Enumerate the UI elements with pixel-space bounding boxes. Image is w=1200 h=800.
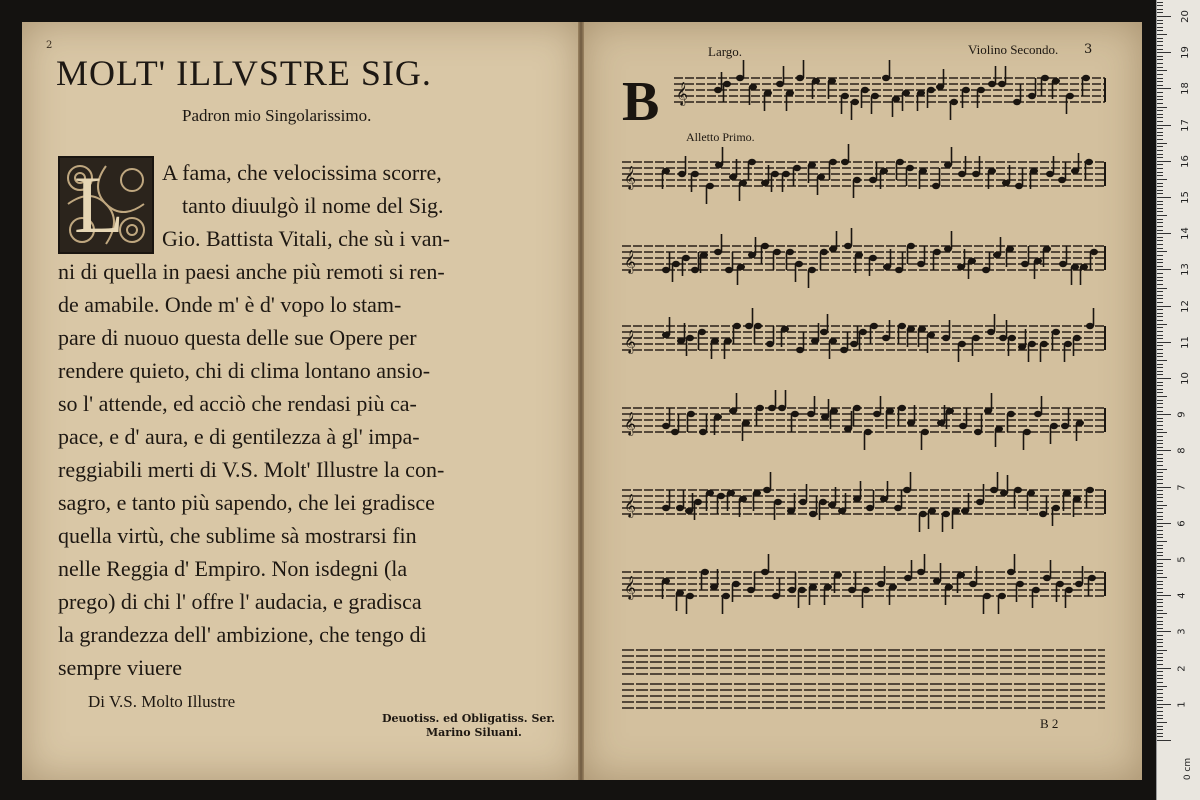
- ruler-number: 7: [1176, 483, 1188, 491]
- ruler-minor-tick: [1157, 78, 1163, 79]
- ruler-minor-tick: [1157, 81, 1163, 82]
- ruler-minor-tick: [1157, 284, 1163, 285]
- ruler-minor-tick: [1157, 248, 1163, 249]
- ruler-minor-tick: [1157, 38, 1163, 39]
- body-line: ni di quella in paesi anche più remoti si ren-: [58, 259, 445, 284]
- ruler-minor-tick: [1157, 505, 1167, 506]
- body-line: pare di nuouo questa delle sue Opere per: [58, 325, 417, 350]
- ruler-minor-tick: [1157, 59, 1163, 60]
- ruler-minor-tick: [1157, 635, 1163, 636]
- ruler-minor-tick: [1157, 9, 1163, 10]
- ruler-minor-tick: [1157, 682, 1163, 683]
- piece-title: Alletto Primo.: [686, 130, 755, 144]
- ruler-minor-tick: [1157, 349, 1163, 350]
- ruler-tick: [1157, 125, 1171, 126]
- ruler-minor-tick: [1157, 697, 1163, 698]
- ruler-minor-tick: [1157, 335, 1163, 336]
- ruler-minor-tick: [1157, 215, 1167, 216]
- ruler-minor-tick: [1157, 461, 1163, 462]
- ruler-minor-tick: [1157, 193, 1163, 194]
- ruler-minor-tick: [1157, 23, 1163, 24]
- ruler-minor-tick: [1157, 584, 1163, 585]
- ruler-minor-tick: [1157, 621, 1163, 622]
- ruler-minor-tick: [1157, 639, 1163, 640]
- ruler-minor-tick: [1157, 356, 1163, 357]
- ruler-minor-tick: [1157, 472, 1163, 473]
- ruler-minor-tick: [1157, 135, 1163, 136]
- ruler-minor-tick: [1157, 211, 1163, 212]
- ruler-tick: [1157, 595, 1171, 596]
- ruler-minor-tick: [1157, 613, 1167, 614]
- ruler-minor-tick: [1157, 570, 1163, 571]
- ruler-minor-tick: [1157, 34, 1167, 35]
- ruler-tick: [1157, 342, 1171, 343]
- ruler-minor-tick: [1157, 606, 1163, 607]
- ruler-minor-tick: [1157, 458, 1163, 459]
- ruler-minor-tick: [1157, 41, 1163, 42]
- ruler-minor-tick: [1157, 476, 1163, 477]
- ruler-minor-tick: [1157, 403, 1163, 404]
- clef-icon: 𝄞: [624, 495, 636, 517]
- ruler-minor-tick: [1157, 736, 1163, 737]
- ruler-minor-tick: [1157, 563, 1163, 564]
- ruler-minor-tick: [1157, 208, 1163, 209]
- clef-icon: 𝄞: [624, 413, 636, 435]
- ruler-minor-tick: [1157, 222, 1163, 223]
- ruler-minor-tick: [1157, 240, 1163, 241]
- ruler-minor-tick: [1157, 49, 1163, 50]
- ruler-minor-tick: [1157, 624, 1163, 625]
- ruler-minor-tick: [1157, 552, 1163, 553]
- ruler-minor-tick: [1157, 157, 1163, 158]
- ruler-minor-tick: [1157, 103, 1163, 104]
- ruler-minor-tick: [1157, 664, 1163, 665]
- ruler-minor-tick: [1157, 143, 1167, 144]
- ruler-minor-tick: [1157, 327, 1163, 328]
- ruler-minor-tick: [1157, 440, 1163, 441]
- ruler-minor-tick: [1157, 154, 1163, 155]
- ruler-tick: [1157, 52, 1171, 53]
- ruler-tick: [1157, 269, 1171, 270]
- ruler-tick: [1157, 740, 1171, 741]
- ruler-minor-tick: [1157, 179, 1167, 180]
- ruler-minor-tick: [1157, 273, 1163, 274]
- ruler-tick: [1157, 233, 1171, 234]
- part-name: Violino Secondo.: [968, 42, 1059, 57]
- clef-icon: 𝄞: [676, 83, 688, 105]
- ruler-minor-tick: [1157, 512, 1163, 513]
- ruler-minor-tick: [1157, 642, 1163, 643]
- ruler-minor-tick: [1157, 718, 1163, 719]
- body-line: la grandezza dell' ambizione, che tengo di: [58, 622, 427, 647]
- ruler-minor-tick: [1157, 469, 1167, 470]
- ruler-minor-tick: [1157, 150, 1163, 151]
- ruler-minor-tick: [1157, 27, 1163, 28]
- ruler-number: 17: [1179, 118, 1191, 132]
- ruler-minor-tick: [1157, 411, 1163, 412]
- ruler-minor-tick: [1157, 711, 1163, 712]
- ruler-minor-tick: [1157, 259, 1163, 260]
- ruler-minor-tick: [1157, 244, 1163, 245]
- ruler-tick: [1157, 414, 1171, 415]
- clef-icon: 𝄞: [624, 167, 636, 189]
- ruler-minor-tick: [1157, 508, 1163, 509]
- ruler-tick: [1157, 668, 1171, 669]
- left-page-number: 2: [46, 40, 53, 51]
- ruler-minor-tick: [1157, 429, 1163, 430]
- ruler-minor-tick: [1157, 443, 1163, 444]
- ruler-minor-tick: [1157, 436, 1163, 437]
- signature-line-2: Marino Siluani.: [426, 726, 522, 739]
- body-line: pace, e d' aura, e di gentilezza à gl' impa-: [58, 424, 420, 449]
- ruler-minor-tick: [1157, 114, 1163, 115]
- ruler-minor-tick: [1157, 660, 1163, 661]
- ruler-minor-tick: [1157, 392, 1163, 393]
- ruler-minor-tick: [1157, 722, 1167, 723]
- ruler-minor-tick: [1157, 2, 1163, 3]
- clef-icon: 𝄞: [624, 331, 636, 353]
- ruler-minor-tick: [1157, 382, 1163, 383]
- body-line: tanto diuulgò il nome del Sig.: [182, 193, 444, 218]
- ruler-number: 16: [1179, 154, 1191, 168]
- body-line: rendere quieto, chi di clima lontano ansio-: [58, 358, 431, 383]
- ruler-minor-tick: [1157, 610, 1163, 611]
- ruler-minor-tick: [1157, 726, 1163, 727]
- ruler-minor-tick: [1157, 479, 1163, 480]
- ruler-tick: [1157, 306, 1171, 307]
- ruler-minor-tick: [1157, 693, 1163, 694]
- ruler-minor-tick: [1157, 367, 1163, 368]
- ruler-minor-tick: [1157, 657, 1163, 658]
- ruler-minor-tick: [1157, 537, 1163, 538]
- ruler-minor-tick: [1157, 20, 1163, 21]
- ruler-minor-tick: [1157, 63, 1163, 64]
- ruler-minor-tick: [1157, 400, 1163, 401]
- ruler-tick: [1157, 559, 1171, 560]
- ruler-number: 15: [1179, 191, 1191, 204]
- ruler-minor-tick: [1157, 56, 1163, 57]
- body-line: A fama, che velocissima scorre,: [162, 160, 442, 185]
- ruler-minor-tick: [1157, 70, 1167, 71]
- ruler-number: 2: [1176, 664, 1188, 672]
- ruler-minor-tick: [1157, 353, 1163, 354]
- dedication-title: MOLT' ILLVSTRE SIG.: [56, 53, 432, 93]
- ruler-minor-tick: [1157, 519, 1163, 520]
- ruler-minor-tick: [1157, 650, 1167, 651]
- ruler-minor-tick: [1157, 302, 1163, 303]
- ruler-minor-tick: [1157, 99, 1163, 100]
- ruler-minor-tick: [1157, 298, 1163, 299]
- ruler-minor-tick: [1157, 628, 1163, 629]
- ruler-minor-tick: [1157, 490, 1163, 491]
- measurement-ruler: [1156, 0, 1200, 800]
- ruler-minor-tick: [1157, 396, 1167, 397]
- ruler-number: 4: [1176, 592, 1188, 599]
- ruler-minor-tick: [1157, 226, 1163, 227]
- body-line: sagro, e tanto più sapendo, che lei gradisce: [58, 490, 435, 515]
- body-line: prego) di chi l' offre l' audacia, e gradisca: [58, 589, 422, 614]
- ruler-minor-tick: [1157, 530, 1163, 531]
- ruler-minor-tick: [1157, 465, 1163, 466]
- right-page-number: 3: [1084, 42, 1093, 57]
- ruler-minor-tick: [1157, 30, 1163, 31]
- ruler-number: 6: [1176, 520, 1188, 527]
- ruler-number: 5: [1176, 556, 1188, 563]
- ruler-minor-tick: [1157, 168, 1163, 169]
- ruler-minor-tick: [1157, 385, 1163, 386]
- ruler-minor-tick: [1157, 230, 1163, 231]
- signature-line-1: Deuotiss. ed Obligatiss. Ser.: [382, 712, 556, 725]
- ruler-minor-tick: [1157, 534, 1163, 535]
- body-line: Gio. Battista Vitali, che sù i van-: [162, 226, 450, 251]
- ruler-minor-tick: [1157, 617, 1163, 618]
- ruler-minor-tick: [1157, 686, 1167, 687]
- ruler-minor-tick: [1157, 291, 1163, 292]
- body-line: sempre viuere: [58, 655, 182, 680]
- ruler-tick: [1157, 378, 1171, 379]
- ruler-minor-tick: [1157, 588, 1163, 589]
- ruler-minor-tick: [1157, 5, 1163, 6]
- ruler-minor-tick: [1157, 128, 1163, 129]
- tempo-marking: Largo.: [708, 44, 743, 59]
- ruler-minor-tick: [1157, 320, 1163, 321]
- ruler-number: 10: [1179, 372, 1191, 385]
- ruler-number: 9: [1176, 411, 1188, 418]
- ruler-minor-tick: [1157, 678, 1163, 679]
- ruler-minor-tick: [1157, 295, 1163, 296]
- ruler-minor-tick: [1157, 324, 1167, 325]
- ruler-minor-tick: [1157, 183, 1163, 184]
- ruler-minor-tick: [1157, 421, 1163, 422]
- ruler-tick: [1157, 631, 1171, 632]
- ruler-minor-tick: [1157, 237, 1163, 238]
- ruler-minor-tick: [1157, 483, 1163, 484]
- ruler-minor-tick: [1157, 146, 1163, 147]
- ruler-number: 11: [1179, 335, 1191, 349]
- ruler-number: 19: [1179, 46, 1191, 60]
- ruler-number: 12: [1179, 299, 1191, 313]
- ruler-number: 18: [1179, 82, 1191, 96]
- ruler-minor-tick: [1157, 541, 1167, 542]
- body-line: reggiabili merti di V.S. Molt' Illustre la con-: [58, 457, 445, 482]
- ruler-minor-tick: [1157, 545, 1163, 546]
- ruler-number: 14: [1179, 227, 1191, 241]
- ruler-minor-tick: [1157, 345, 1163, 346]
- clef-icon: 𝄞: [624, 577, 636, 599]
- dedication-subtitle: Padron mio Singolarissimo.: [182, 106, 372, 125]
- ruler-minor-tick: [1157, 418, 1163, 419]
- ruler-minor-tick: [1157, 707, 1163, 708]
- ruler-minor-tick: [1157, 733, 1163, 734]
- ruler-minor-tick: [1157, 74, 1163, 75]
- ornamental-drop-cap: [58, 156, 154, 254]
- ruler-minor-tick: [1157, 407, 1163, 408]
- ruler-minor-tick: [1157, 67, 1163, 68]
- book-gutter: [578, 22, 584, 780]
- ruler-minor-tick: [1157, 689, 1163, 690]
- ruler-number: 20: [1179, 10, 1191, 23]
- ruler-minor-tick: [1157, 121, 1163, 122]
- ruler-minor-tick: [1157, 277, 1163, 278]
- ruler-minor-tick: [1157, 548, 1163, 549]
- clef-icon: 𝄞: [624, 251, 636, 273]
- ruler-minor-tick: [1157, 172, 1163, 173]
- ruler-minor-tick: [1157, 364, 1163, 365]
- ruler-minor-tick: [1157, 139, 1163, 140]
- ruler-minor-tick: [1157, 389, 1163, 390]
- ruler-minor-tick: [1157, 12, 1163, 13]
- ruler-minor-tick: [1157, 715, 1163, 716]
- ruler-minor-tick: [1157, 85, 1163, 86]
- ruler-minor-tick: [1157, 432, 1167, 433]
- ruler-minor-tick: [1157, 454, 1163, 455]
- ruler-minor-tick: [1157, 316, 1163, 317]
- ruler-minor-tick: [1157, 164, 1163, 165]
- ruler-minor-tick: [1157, 107, 1167, 108]
- body-line: quella virtù, che sublime sà mostrarsi fin: [58, 523, 417, 548]
- ruler-tick: [1157, 704, 1171, 705]
- ruler-minor-tick: [1157, 201, 1163, 202]
- ruler-minor-tick: [1157, 671, 1163, 672]
- ruler-tick: [1157, 88, 1171, 89]
- ruler-minor-tick: [1157, 186, 1163, 187]
- drop-cap-letter: L: [74, 159, 125, 250]
- body-line: so l' attende, ed acciò che rendasi più ca-: [58, 391, 417, 416]
- ruler-minor-tick: [1157, 331, 1163, 332]
- ruler-minor-tick: [1157, 700, 1163, 701]
- ruler-minor-tick: [1157, 577, 1167, 578]
- ruler-minor-tick: [1157, 653, 1163, 654]
- ruler-minor-tick: [1157, 573, 1163, 574]
- ruler-minor-tick: [1157, 729, 1163, 730]
- ruler-minor-tick: [1157, 675, 1163, 676]
- ruler-minor-tick: [1157, 175, 1163, 176]
- ruler-minor-tick: [1157, 338, 1163, 339]
- ruler-minor-tick: [1157, 110, 1163, 111]
- ruler-minor-tick: [1157, 313, 1163, 314]
- ruler-minor-tick: [1157, 45, 1163, 46]
- body-line: nelle Reggia d' Empiro. Non isdegni (la: [58, 556, 408, 581]
- ruler-tick: [1157, 16, 1171, 17]
- ruler-minor-tick: [1157, 262, 1163, 263]
- ruler-minor-tick: [1157, 92, 1163, 93]
- ruler-tick: [1157, 161, 1171, 162]
- ruler-number: 3: [1176, 628, 1188, 636]
- ruler-minor-tick: [1157, 219, 1163, 220]
- music-score: [600, 60, 1120, 710]
- ruler-minor-tick: [1157, 447, 1163, 448]
- ruler-tick: [1157, 523, 1171, 524]
- ruler-minor-tick: [1157, 132, 1163, 133]
- ruler-minor-tick: [1157, 516, 1163, 517]
- ruler-minor-tick: [1157, 280, 1163, 281]
- ruler-tick: [1157, 197, 1171, 198]
- ruler-minor-tick: [1157, 602, 1163, 603]
- ruler-minor-tick: [1157, 526, 1163, 527]
- ruler-number: 13: [1179, 263, 1191, 277]
- signature-mark: B 2: [1040, 716, 1059, 731]
- ruler-minor-tick: [1157, 309, 1163, 310]
- ruler-minor-tick: [1157, 251, 1167, 252]
- ruler-minor-tick: [1157, 266, 1163, 267]
- ruler-minor-tick: [1157, 371, 1163, 372]
- ruler-number: 1: [1176, 701, 1188, 708]
- ruler-minor-tick: [1157, 599, 1163, 600]
- closing-salutation: Di V.S. Molto Illustre: [88, 692, 236, 711]
- ruler-minor-tick: [1157, 255, 1163, 256]
- ruler-minor-tick: [1157, 566, 1163, 567]
- section-letter: B: [622, 71, 660, 133]
- ruler-minor-tick: [1157, 360, 1167, 361]
- ruler-unit-label: 0 cm: [1183, 757, 1194, 781]
- ruler-tick: [1157, 450, 1171, 451]
- ruler-minor-tick: [1157, 501, 1163, 502]
- ruler-minor-tick: [1157, 497, 1163, 498]
- ruler-minor-tick: [1157, 204, 1163, 205]
- ruler-minor-tick: [1157, 646, 1163, 647]
- ruler-minor-tick: [1157, 288, 1167, 289]
- ruler-minor-tick: [1157, 96, 1163, 97]
- ruler-minor-tick: [1157, 425, 1163, 426]
- ruler-minor-tick: [1157, 592, 1163, 593]
- ruler-number: 8: [1176, 447, 1188, 455]
- ruler-minor-tick: [1157, 555, 1163, 556]
- ruler-minor-tick: [1157, 374, 1163, 375]
- ruler-minor-tick: [1157, 581, 1163, 582]
- ruler-tick: [1157, 487, 1171, 488]
- ruler-minor-tick: [1157, 494, 1163, 495]
- body-line: de amabile. Onde m' è d' vopo lo stam-: [58, 292, 402, 317]
- ruler-minor-tick: [1157, 190, 1163, 191]
- ruler-minor-tick: [1157, 117, 1163, 118]
